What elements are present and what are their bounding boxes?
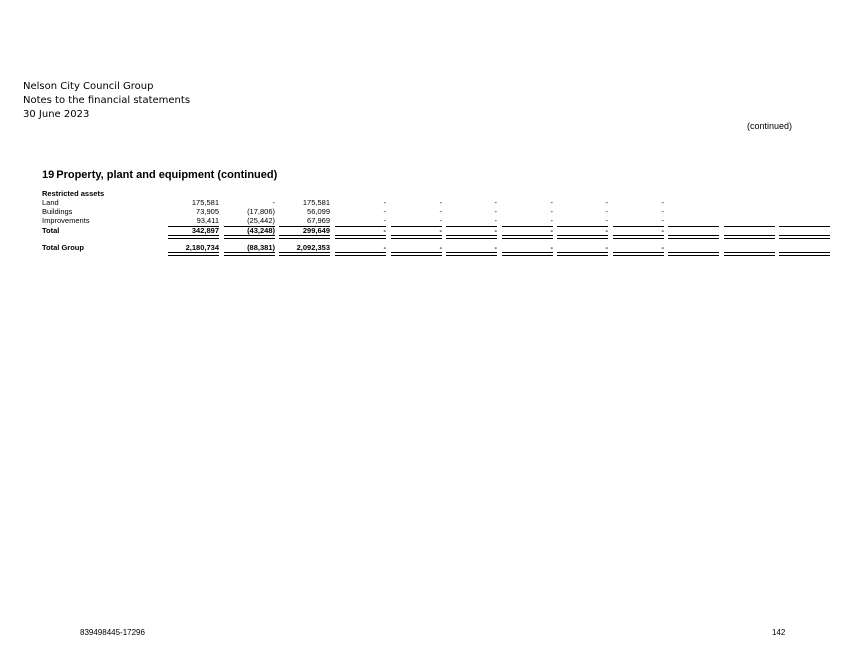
cell-col4: - bbox=[383, 198, 386, 207]
cell-col6: - bbox=[494, 207, 497, 216]
cell-col4: - bbox=[383, 216, 386, 225]
cell-cost: 342,897 bbox=[191, 226, 219, 235]
grand-total-rule bbox=[668, 252, 719, 256]
cell-carrying: 175,581 bbox=[302, 198, 330, 207]
total-rule bbox=[335, 235, 386, 239]
cell-col6: - bbox=[494, 226, 497, 235]
cell-col5: - bbox=[439, 226, 442, 235]
total-rule bbox=[502, 235, 553, 239]
total-rule bbox=[279, 235, 330, 239]
row-label: Improvements bbox=[42, 216, 90, 225]
subtotal-rule bbox=[668, 226, 719, 227]
row-label: Total bbox=[42, 226, 60, 235]
cell-col7: - bbox=[550, 207, 553, 216]
cell-col7: - bbox=[550, 216, 553, 225]
continued-label: (continued) bbox=[747, 121, 793, 131]
cell-col9: - bbox=[661, 207, 664, 216]
cell-depreciation: - bbox=[272, 198, 275, 207]
cell-col7: - bbox=[550, 198, 553, 207]
cell-col4: - bbox=[383, 243, 386, 252]
cell-col6: - bbox=[494, 198, 497, 207]
cell-depreciation: (25,442) bbox=[247, 216, 275, 225]
cell-depreciation: (88,381) bbox=[247, 243, 275, 252]
cell-cost: 2,180,734 bbox=[185, 243, 219, 252]
row-label: Buildings bbox=[42, 207, 73, 216]
total-rule bbox=[724, 235, 775, 239]
doc-title: Notes to the financial statements bbox=[23, 95, 191, 106]
cell-col7: - bbox=[550, 226, 553, 235]
cell-col5: - bbox=[439, 207, 442, 216]
subtotal-rule bbox=[779, 226, 830, 227]
cell-col4: - bbox=[383, 207, 386, 216]
grand-total-rule bbox=[446, 252, 497, 256]
cell-col9: - bbox=[661, 216, 664, 225]
section-number: 19 bbox=[42, 169, 55, 181]
cell-carrying: 56,099 bbox=[307, 207, 330, 216]
cell-carrying: 67,969 bbox=[307, 216, 330, 225]
cell-col6: - bbox=[494, 243, 497, 252]
cell-col9: - bbox=[661, 198, 664, 207]
total-rule bbox=[613, 235, 664, 239]
cell-col8: - bbox=[605, 198, 608, 207]
total-rule bbox=[779, 235, 830, 239]
cell-col5: - bbox=[439, 198, 442, 207]
cell-depreciation: (43,248) bbox=[247, 226, 275, 235]
cell-col8: - bbox=[605, 243, 608, 252]
subtotal-rule bbox=[724, 226, 775, 227]
cell-col4: - bbox=[383, 226, 386, 235]
row-label: Land bbox=[42, 198, 59, 207]
cell-col8: - bbox=[605, 216, 608, 225]
grand-total-rule bbox=[502, 252, 553, 256]
total-rule bbox=[224, 235, 275, 239]
document-id: 839498445-17296 bbox=[80, 628, 145, 637]
cell-carrying: 2,092,353 bbox=[296, 243, 330, 252]
org-name: Nelson City Council Group bbox=[23, 81, 154, 92]
section-heading: Property, plant and equipment (continued) bbox=[56, 169, 278, 181]
cell-cost: 73,905 bbox=[196, 207, 219, 216]
cell-col5: - bbox=[439, 243, 442, 252]
grand-total-rule bbox=[391, 252, 442, 256]
page-number: 142 bbox=[772, 628, 786, 637]
grand-total-rule bbox=[279, 252, 330, 256]
total-rule bbox=[168, 235, 219, 239]
document-header bbox=[23, 80, 190, 122]
total-rule bbox=[557, 235, 608, 239]
cell-col8: - bbox=[605, 207, 608, 216]
cell-col9: - bbox=[661, 226, 664, 235]
subheading: Restricted assets bbox=[42, 189, 105, 198]
cell-col5: - bbox=[439, 216, 442, 225]
cell-col8: - bbox=[605, 226, 608, 235]
grand-total-rule bbox=[557, 252, 608, 256]
grand-total-rule bbox=[335, 252, 386, 256]
total-rule bbox=[446, 235, 497, 239]
row-label: Total Group bbox=[42, 243, 84, 252]
total-rule bbox=[391, 235, 442, 239]
doc-date: 30 June 2023 bbox=[23, 109, 90, 120]
cell-col7: - bbox=[550, 243, 553, 252]
grand-total-rule bbox=[224, 252, 275, 256]
grand-total-rule bbox=[168, 252, 219, 256]
grand-total-rule bbox=[724, 252, 775, 256]
cell-depreciation: (17,806) bbox=[247, 207, 275, 216]
grand-total-rule bbox=[613, 252, 664, 256]
cell-cost: 93,411 bbox=[196, 216, 219, 225]
cell-col6: - bbox=[494, 216, 497, 225]
cell-cost: 175,581 bbox=[191, 198, 219, 207]
section-title bbox=[42, 169, 277, 181]
total-rule bbox=[668, 235, 719, 239]
grand-total-rule bbox=[779, 252, 830, 256]
cell-col9: - bbox=[661, 243, 664, 252]
cell-carrying: 299,649 bbox=[302, 226, 330, 235]
